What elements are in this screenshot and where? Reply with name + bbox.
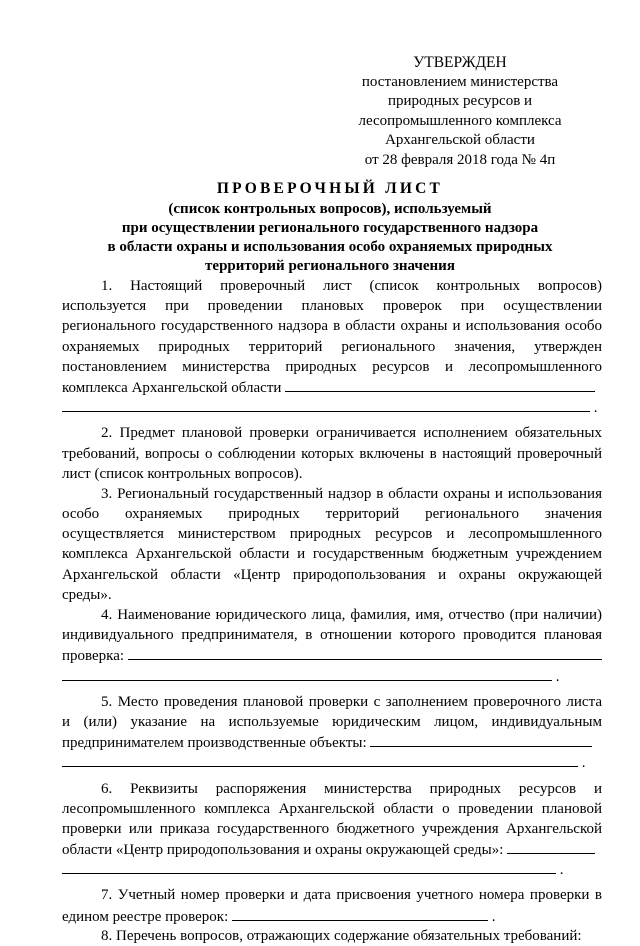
item-3-line: осуществляется министерством природных ресурсов и лесопромышленного	[62, 526, 602, 543]
item-5-blank[interactable]	[370, 732, 592, 747]
item-1-line: охраняемых природных территорий регионального значения, утвержден	[62, 338, 602, 355]
item-4-last-line	[62, 645, 602, 665]
title-line: территорий регионального значения	[205, 258, 455, 274]
item-7-blank[interactable]	[232, 906, 488, 921]
end-mark: .	[581, 755, 586, 772]
item-2-line: 2. Предмет плановой проверки ограничивается исполнением обязательных	[101, 425, 602, 442]
title-line: при осуществлении регионального государственного надзора	[121, 220, 539, 236]
item-5-text: предпринимателем производственные объекты:	[62, 735, 367, 752]
item-6-line: проверки или приказа государственного бюджетного учреждения Архангельской	[62, 820, 602, 837]
document-body	[62, 276, 602, 946]
item-3-line: особо охраняемых природных территорий регионального значения	[62, 506, 602, 523]
item-6-line: 6. Реквизиты распоряжения министерства природных ресурсов и	[101, 780, 602, 797]
document-title	[60, 178, 600, 276]
title-main: ПРОВЕРОЧНЫЙ ЛИСТ	[216, 180, 444, 197]
title-line: (список контрольных вопросов), используемый	[168, 201, 492, 217]
item-4-line: 4. Наименование юридического лица, фамилия, имя, отчество (при наличии)	[101, 607, 602, 623]
item-1-line: используется при проведении плановых проверок при осуществлении	[62, 298, 602, 315]
item-4-blank-2[interactable]	[62, 666, 552, 681]
item-1-line: постановлением министерства природных ресурсов и лесопромышленного	[62, 358, 602, 375]
item-1-fill-line	[62, 397, 602, 417]
item-2-line: требований, вопросы о соблюдении которых включены в настоящий проверочный	[62, 445, 602, 462]
item-5-fill-line	[62, 752, 602, 772]
item-7-last-line	[62, 906, 602, 926]
item-4-blank-a[interactable]	[128, 645, 356, 660]
item-4-blank-b[interactable]	[356, 645, 602, 660]
item-3-line: Архангельской области «Центр природопользования и охраны окружающей	[62, 566, 602, 583]
item-6-line: лесопромышленного комплекса Архангельской области о проведении плановой	[62, 800, 602, 817]
item-1-last-line	[62, 377, 602, 397]
end-mark: .	[555, 668, 560, 685]
item-2-line: лист (список контрольных вопросов).	[62, 465, 303, 482]
item-3-line: комплекса Архангельской области и государственным бюджетным учреждением	[62, 546, 602, 563]
approval-stamp	[330, 53, 590, 170]
approval-line: от 28 февраля 2018 года № 4п	[364, 151, 556, 168]
end-mark: .	[593, 400, 598, 417]
item-6-blank[interactable]	[507, 839, 595, 854]
item-7-line: 7. Учетный номер проверки и дата присвоения учетного номера проверки в	[101, 887, 602, 904]
item-6-text: области «Центр природопользования и охраны окружающей среды»:	[62, 842, 504, 859]
approval-heading: УТВЕРЖДЕН	[413, 54, 507, 71]
item-3-line: 3. Региональный государственный надзор в области охраны и использования	[101, 485, 602, 502]
item-1-blank-2[interactable]	[62, 397, 590, 412]
item-6-last-line	[62, 839, 602, 859]
item-5-line: 5. Место проведения плановой проверки с заполнением проверочного листа	[101, 693, 602, 710]
end-mark: .	[559, 862, 564, 879]
item-5-last-line	[62, 732, 602, 752]
item-4-fill-line	[62, 666, 602, 686]
end-mark: .	[491, 908, 496, 925]
item-4-text: проверка:	[62, 648, 125, 665]
approval-line: Архангельской области	[385, 132, 535, 148]
item-6-fill-line	[62, 859, 602, 879]
item-1-blank[interactable]	[285, 377, 595, 392]
item-8-line: 8. Перечень вопросов, отражающих содержание обязательных требований:	[101, 927, 582, 944]
item-5-line: и (или) указание на используемые юридическим лицом, индивидуальным	[62, 713, 602, 730]
item-1-line: регионального государственного надзора в области охраны и использования особо	[62, 318, 602, 335]
item-7-text: едином реестре проверок:	[62, 908, 229, 925]
item-1-text: комплекса Архангельской области	[62, 379, 282, 396]
item-4-line: индивидуального предпринимателя, в отношении которого проводится плановая	[62, 627, 602, 644]
title-line: в области охраны и использования особо охраняемых природных	[107, 239, 553, 255]
item-3-line: среды».	[62, 586, 112, 603]
item-1-line: 1. Настоящий проверочный лист (список контрольных вопросов)	[101, 278, 602, 294]
approval-line: постановлением министерства	[361, 73, 559, 90]
item-5-blank-2[interactable]	[62, 752, 578, 767]
item-6-blank-2[interactable]	[62, 859, 556, 874]
approval-line: природных ресурсов и	[387, 93, 533, 109]
approval-line: лесопромышленного комплекса	[358, 112, 562, 129]
